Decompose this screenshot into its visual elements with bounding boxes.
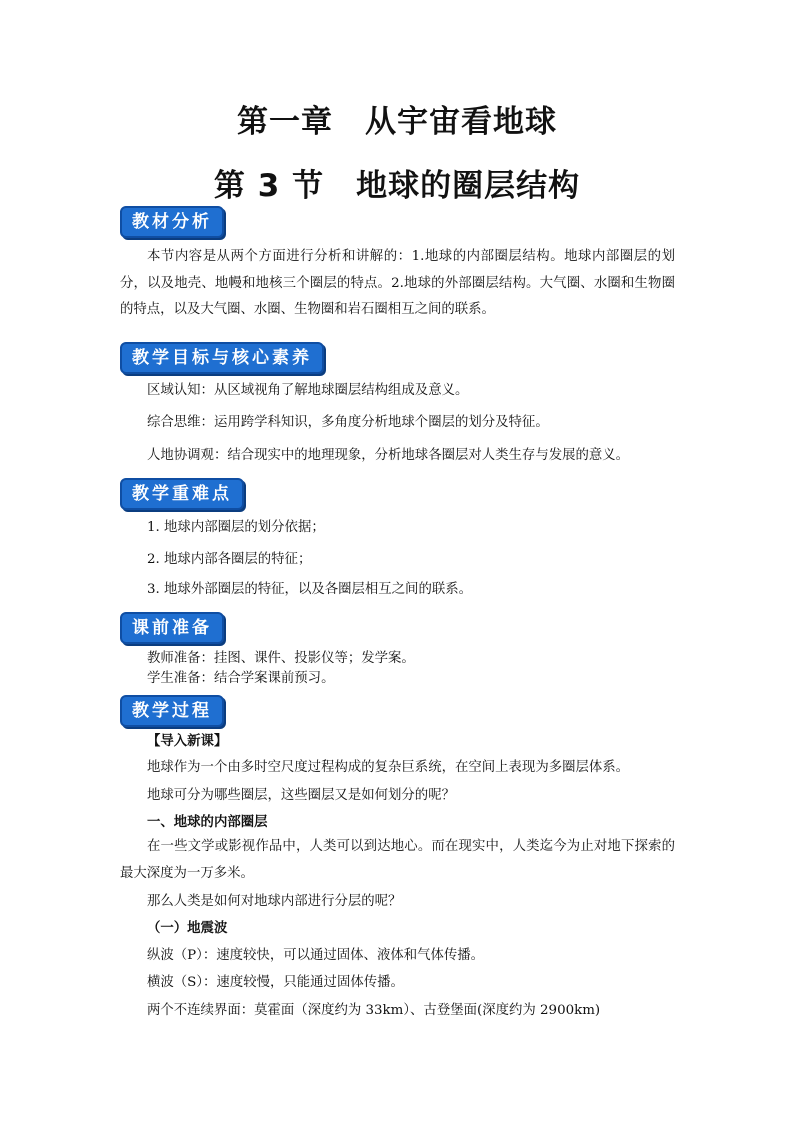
objective-item: 区域认知：从区域视角了解地球圈层结构组成及意义。	[147, 383, 469, 398]
wave-s-line: 横波（S）：速度较慢，只能通过固体传播。	[147, 975, 404, 990]
section-title: 第 3 节 地球的圈层结构	[213, 168, 581, 204]
teacher-preparation: 教师准备：挂图、课件、投影仪等；发学案。	[147, 651, 415, 666]
badge-objectives: 教学目标与核心素养	[120, 342, 324, 374]
part1-heading: 一、地球的内部圈层	[147, 814, 268, 830]
objective-item: 人地协调观：结合现实中的地理现象，分析地球各圈层对人类生存与发展的意义。	[147, 448, 630, 463]
chapter-title: 第一章 从宇宙看地球	[237, 104, 557, 140]
intro-heading: 【导入新课】	[147, 733, 228, 749]
student-preparation: 学生准备：结合学案课前预习。	[147, 671, 335, 686]
objective-item: 综合思维：运用跨学科知识，多角度分析地球个圈层的划分及特征。	[147, 415, 549, 430]
part1-question: 那么人类是如何对地球内部进行分层的呢？	[147, 894, 402, 909]
sub1-heading: （一）地震波	[147, 920, 228, 936]
wave-p-line: 纵波（P）：速度较快，可以通过固体、液体和气体传播。	[147, 948, 485, 963]
key-point-item: 1. 地球内部圈层的划分依据；	[147, 520, 325, 535]
key-point-item: 2. 地球内部各圈层的特征；	[147, 552, 312, 567]
badge-key-points: 教学重难点	[120, 478, 244, 510]
badge-textbook-analysis: 教材分析	[120, 206, 224, 238]
key-point-item: 3. 地球外部圈层的特征，以及各圈层相互之间的联系。	[147, 582, 473, 597]
badge-preparation: 课前准备	[120, 612, 224, 644]
textbook-analysis-paragraph: 本节内容是从两个方面进行分析和讲解的：1.地球的内部圈层结构。地球内部圈层的划分，以及地壳、地幔和地核三个圈层的特点。2.地球的外部圈层结构。大气圈、水圈和生物圈的特点，以及大气圈、水圈、生物圈和岩石圈相互之间的联系。	[120, 249, 675, 317]
intro-line: 地球作为一个由多时空尺度过程构成的复杂巨系统，在空间上表现为多圈层体系。	[147, 760, 630, 775]
badge-process: 教学过程	[120, 695, 224, 727]
part1-paragraph: 在一些文学或影视作品中，人类可以到达地心。而在现实中，人类迄今为止对地下探索的最大深度为一万多米。	[120, 839, 675, 881]
intro-line: 地球可分为哪些圈层，这些圈层又是如何划分的呢？	[147, 788, 455, 803]
discontinuity-line: 两个不连续界面：莫霍面（深度约为 33km）、古登堡面(深度约为 2900km)	[147, 1003, 601, 1018]
